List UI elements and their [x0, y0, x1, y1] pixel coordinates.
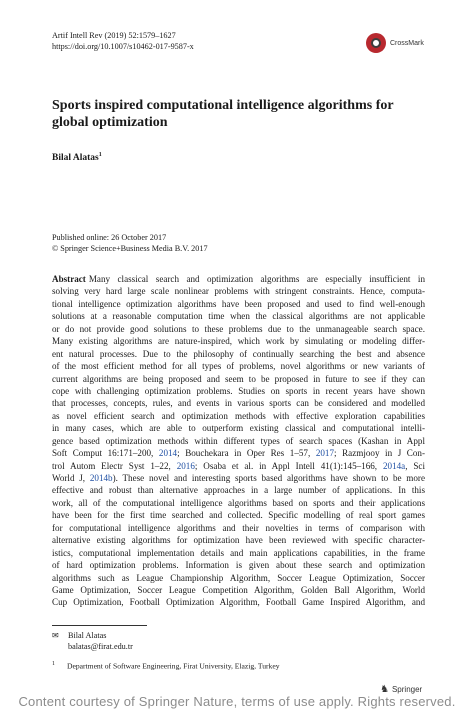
abstract-text: as novel efficient search and optimization methods with effective exploration capabilities [52, 410, 425, 421]
abstract-text: cope with challenging optimization problems. Studies on sports in recent years have shown [52, 385, 425, 396]
abstract-text: ; Bouchekara in Oper Res 1–57, [177, 448, 316, 459]
abstract-text: World J, [52, 473, 90, 483]
abstract-line [52, 335, 425, 347]
abstract-line [52, 447, 425, 459]
abstract-line [52, 285, 425, 297]
abstract-line [52, 298, 425, 310]
journal-header [52, 30, 194, 52]
abstract-text: solutions at a reasonable computation time when the classical algorithms are not applicable [52, 311, 425, 322]
crossmark-icon [366, 33, 386, 53]
footnote-rule [52, 625, 147, 626]
abstract-line [52, 360, 425, 372]
author-line [52, 152, 102, 163]
abstract-text: gence based optimization methods within different types of search spaces (Kashan in Appl [52, 435, 425, 446]
abstract-line [52, 572, 425, 584]
abstract-text: of hard optimization problems. Information is given about these search and optimization [52, 560, 425, 571]
abstract-text: current algorithms are being proposed and seem to be proposed in future to see if they can [52, 373, 425, 384]
abstract-line [52, 534, 425, 546]
citation-link[interactable]: 2017 [315, 448, 335, 459]
abstract-line [52, 397, 425, 409]
abstract-line [52, 484, 425, 496]
abstract-text: or do not provide good solutions to these problems due to the unmanageable search space. [52, 323, 425, 334]
abstract-text: Many existing algorithms are nature-inspired, which work by simulating or modeling differ- [52, 336, 425, 347]
abstract-line [52, 323, 425, 335]
title-line: Sports inspired computational intelligence algorithms for [52, 98, 394, 113]
abstract-line [52, 584, 425, 596]
author-email[interactable]: balatas@firat.edu.tr [68, 642, 133, 651]
abstract-text: solving very hard large scale nonlinear problems with stringent constraints. Hence, computa- [52, 286, 425, 297]
abstract-line [52, 460, 425, 472]
abstract-label: Abstract [52, 274, 86, 284]
abstract-line [52, 348, 425, 360]
citation-link[interactable]: 2016 [176, 460, 195, 471]
abstract-text: effective and robust than alternative approaches in a large number of applications. In this [52, 485, 425, 496]
citation-link[interactable]: 2014a [382, 460, 406, 471]
affiliation-text: Department of Software Engineering, Firat University, Elazig, Turkey [67, 661, 280, 671]
correspondence [52, 630, 133, 651]
abstract-line [52, 385, 425, 397]
abstract-text: that processes, concepts, rules, and events in various sports can be considered and modelled [52, 398, 425, 409]
doi-link[interactable]: https://doi.org/10.1007/s10462-017-9587-x [52, 42, 194, 51]
courtesy-watermark: Content courtesy of Springer Nature, terms of use apply. Rights reserved. [18, 694, 456, 709]
abstract-text: of the most efficient method for all types of problems, novel algorithms or new variants of [52, 361, 425, 372]
abstract-text: ent natural processes. Due to the philosophy of continually searching the best and absence [52, 348, 425, 359]
abstract-text: algorithms such as League Championship Algorithm, Soccer League Optimization, Soccer [52, 572, 425, 583]
abstract-text: ; Razmjooy in J Con- [334, 448, 425, 459]
abstract-text: tional intelligence optimization algorithms have been proposed and used to find well-enough [52, 298, 425, 309]
corresponding-author: Bilal Alatas [68, 631, 107, 640]
abstract-line [52, 522, 425, 534]
abstract-line [52, 273, 425, 285]
affiliation [52, 659, 280, 672]
abstract-line [52, 422, 425, 434]
abstract-line [52, 472, 425, 484]
abstract-line [52, 310, 425, 322]
published-date: Published online: 26 October 2017 [52, 233, 167, 242]
springer-horse-icon: ♞ [380, 684, 389, 695]
abstract-text: for computational intelligence algorithms and their novelties in terms of comparison with [52, 522, 425, 533]
article-title [52, 97, 432, 131]
affiliation-mark: 1 [52, 661, 55, 667]
abstract-line [52, 497, 425, 509]
title-line: global optimization [52, 115, 168, 130]
abstract-line [52, 373, 425, 385]
publication-info [52, 232, 208, 254]
abstract-text: Soft Comput 16:171–200, [52, 448, 159, 459]
abstract-text: Cup Optimization, Football Optimization Algorithm, Football Game Inspired Algorithm, and [52, 597, 425, 608]
journal-citation: Artif Intell Rev (2019) 52:1579–1627 [52, 31, 176, 40]
crossmark-badge[interactable] [366, 33, 424, 53]
author-affiliation-mark: 1 [98, 152, 102, 158]
abstract-line [52, 410, 425, 422]
abstract-text: Game Optimization, Soccer League Competition Algorithm, Golden Ball Algorithm, World [52, 584, 425, 595]
abstract-text: trol Autom Electr Syst 1–22, [52, 460, 177, 471]
abstract-text: ). These novel and interesting sports based algorithms have shown to be more [112, 473, 425, 483]
citation-link[interactable]: 2014b [89, 473, 113, 483]
citation-link[interactable]: 2014 [158, 448, 178, 459]
copyright-notice: © Springer Science+Business Media B.V. 2017 [52, 244, 208, 253]
abstract-text: Many classical search and optimization algorithms are especially insufficient in [88, 274, 425, 284]
abstract-text: alternative existing algorithms for optimization have been reviewed with specific character- [52, 535, 425, 546]
abstract-text: work, all of the computational intelligence algorithms based on sports and their applications [52, 497, 425, 508]
abstract-text: have been for the first time searched and collected. Specific modelling of real sport games [52, 510, 425, 521]
abstract-text: ; Osaba et al. in Appl Intell 41(1):145–166, [194, 460, 383, 471]
abstract-line [52, 596, 425, 608]
crossmark-label: CrossMark [390, 39, 424, 47]
abstract [52, 273, 425, 609]
abstract-text: in many cases, which are able to outperform existing classical and computational intelli- [52, 423, 425, 434]
abstract-text: istics, computational implementation details and main applications capabilities, in the frame [52, 547, 425, 558]
springer-label: Springer [391, 685, 423, 694]
abstract-line [52, 435, 425, 447]
envelope-icon: ✉ [52, 631, 59, 640]
author-name[interactable]: Bilal Alatas [52, 153, 99, 164]
abstract-line [52, 547, 425, 559]
abstract-line [52, 509, 425, 521]
abstract-line [52, 559, 425, 571]
abstract-text: , Sci [405, 460, 425, 471]
